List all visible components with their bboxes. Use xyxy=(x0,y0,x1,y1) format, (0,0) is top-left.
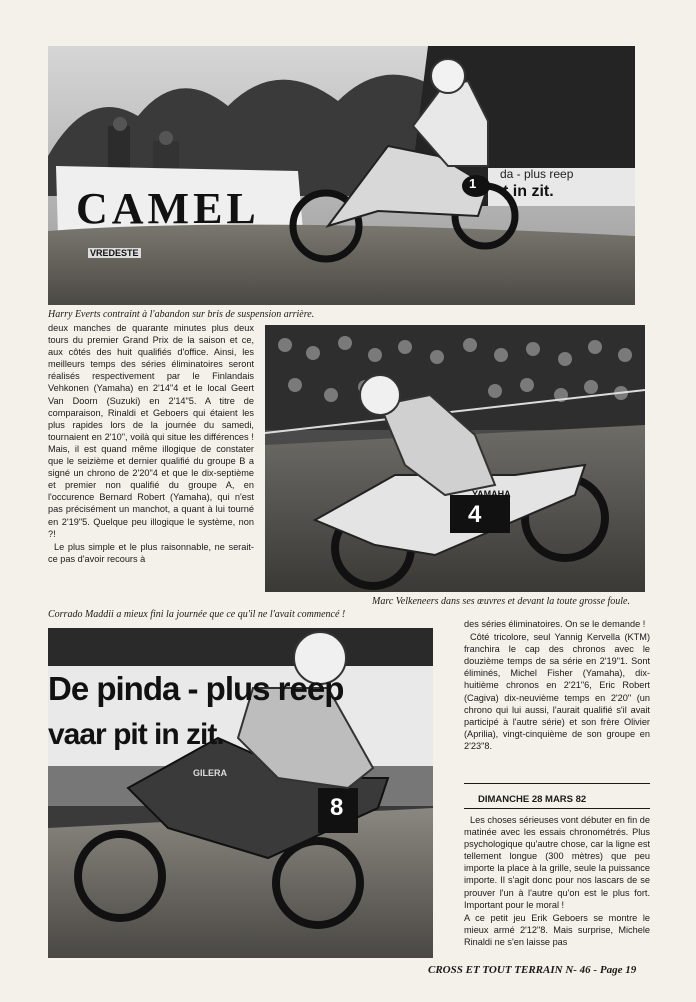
bike-number-plate: 8 xyxy=(330,794,344,821)
pinda-banner-line1: De pinda - plus reep xyxy=(48,670,344,707)
photo-velkeneers xyxy=(265,325,645,592)
article-column-right xyxy=(464,618,650,768)
bike-brand-text: YAMAHA xyxy=(472,489,511,499)
section-title: DIMANCHE 28 MARS 82 xyxy=(478,794,587,805)
photo-everts xyxy=(48,46,635,305)
bike-brand-text: GILERA xyxy=(193,768,228,778)
article-paragraph: Les choses sérieuses vont débuter en fin de matinée avec les essais chronométrés. Plus psychologique qu'autre chose, car la ligne est tellement longue (300 mètres) que peu importe la place à la grille, seule la puissance importe. Il s'agit donc pour nos lascars de se prouver l'un à l'autre qu'on est le plus fort. Important pour le moral ! xyxy=(464,815,650,910)
pinda-banner-text-2: t in zit. xyxy=(503,183,554,200)
photo-maddii xyxy=(48,628,433,958)
article-column-left xyxy=(48,322,254,594)
article-paragraph: A ce petit jeu Erik Geboers se montre le mieux armé 2'12"8. Mais surprise, Michele Rinaldi ne s'en laisse pas xyxy=(464,912,650,947)
photo-caption: Corrado Maddii a mieux fini la journée que ce qu'il ne l'avait commencé ! xyxy=(48,609,346,620)
camel-banner-text: CAMEL xyxy=(76,184,260,233)
bike-number-plate: 4 xyxy=(468,501,482,528)
pinda-banner-line2: vaar pit in zit. xyxy=(48,718,224,751)
article-paragraph: deux manches de quarante minutes plus deux tours du premier Grand Prix de la saison et ce, aux côtés des huit qualifiés d'office. Ainsi, les meilleurs temps des séries éliminatoires seront réalisés respectivement par le Finlandais Vehkonen (Yamaha) en 2'14"4 et le local Geert Van Doorn (Suzuki) en 2'14"5. A titre de comparaison, Rinaldi et Geboers qui étaient les plus rapides lors de la journée du samedi, tournaient en 2'10", voilà qui situe les différences ! Mais, il est quand même illogique de constater que le seizième et dernier qualifié du groupe B a signé un chrono de 2'20"4 et que le dix-septième et premier non qualifié du groupe A, en l'occurence Bernard Robert (Yamaha), qui n'est pas précisément un manchot, a quant à lui tourné en 2'19"5. Quelque peu illogique le système, non ?! xyxy=(48,323,254,539)
article-paragraph: des séries éliminatoires. On se le demande ! xyxy=(464,619,646,629)
photo-caption: Harry Everts contraint à l'abandon sur bris de suspension arrière. xyxy=(48,309,315,320)
article-paragraph: Le plus simple et le plus raisonnable, ne serait-ce pas d'avoir recours à xyxy=(48,541,254,564)
section-rule-bottom xyxy=(464,808,650,809)
section-rule-top xyxy=(464,783,650,784)
photo-caption: Marc Velkeneers dans ses œuvres et devant la toute grosse foule. xyxy=(372,596,630,607)
bike-number-plate: 1 xyxy=(469,176,477,191)
pinda-banner-text: da - plus reep xyxy=(500,167,574,181)
article-column-right-lower xyxy=(464,814,650,960)
page-footer: CROSS ET TOUT TERRAIN N- 46 - Page 19 xyxy=(428,964,637,976)
vredestein-banner-text: VREDESTE xyxy=(90,248,139,258)
article-paragraph: Côté tricolore, seul Yannig Kervella (KTM) franchira le cap des chronos avec le douzième temps de sa série en 2'19"1. Sont éliminés, Michel Fisher (Yamaha), dix-huitième chronos en 2'21"6, Eric Robert (Cagiva) dix-neuvième temps en 2'20" (un chrono qui lui aussi, l'aurait qualifié s'il avait participé à l'autre série) et son frère Olivier (Aprilia), vingt-cinquième de son groupe en 2'23"8. xyxy=(464,632,650,751)
